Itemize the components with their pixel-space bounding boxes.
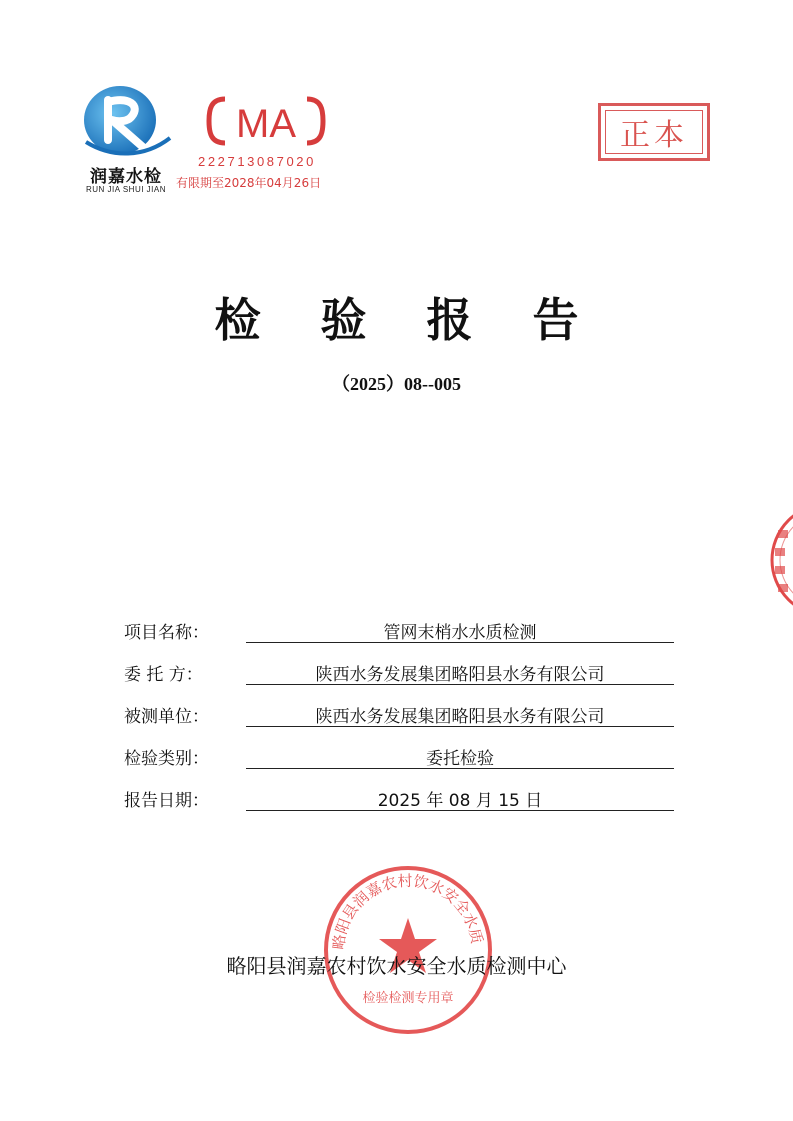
cma-mark-text: MA bbox=[236, 102, 296, 146]
company-logo bbox=[72, 78, 180, 198]
cma-cert-number: 222713087020 bbox=[198, 154, 316, 169]
logo-name-cn: 润嘉水检 bbox=[90, 167, 162, 187]
info-value: 2025 年 08 月 15 日 bbox=[246, 786, 674, 811]
logo-name-en: RUN JIA SHUI JIAN bbox=[85, 185, 167, 194]
edge-seal-partial bbox=[760, 500, 793, 624]
info-value: 陕西水务发展集团略阳县水务有限公司 bbox=[246, 702, 674, 727]
info-row-report-date bbox=[124, 782, 674, 812]
info-label: 项目名称： bbox=[124, 623, 209, 643]
info-label: 报告日期： bbox=[124, 791, 209, 811]
seal-bottom-text: 检验检测专用章 bbox=[362, 991, 454, 1006]
report-title: 检 验 报 告 bbox=[214, 293, 601, 347]
info-label: 检验类别： bbox=[124, 749, 209, 769]
info-value: 陕西水务发展集团略阳县水务有限公司 bbox=[246, 660, 674, 685]
seal-ring-text: 略阳县润嘉农村饮水安全水质 bbox=[329, 871, 486, 951]
info-row-client bbox=[124, 656, 674, 686]
info-value: 委托检验 bbox=[246, 744, 674, 769]
cma-icon bbox=[205, 95, 327, 147]
report-number: （2025）08--005 bbox=[332, 374, 461, 394]
info-label: 委 托 方： bbox=[124, 665, 203, 685]
original-copy-stamp bbox=[598, 103, 710, 161]
cma-validity: 有限期至2028年04月26日 bbox=[176, 176, 322, 190]
info-value: 管网末梢水水质检测 bbox=[246, 618, 674, 643]
info-row-project bbox=[124, 614, 674, 644]
company-logo-icon bbox=[78, 78, 174, 162]
cma-mark bbox=[205, 95, 327, 151]
info-label: 被测单位： bbox=[124, 707, 209, 727]
info-row-inspection-type bbox=[124, 740, 674, 770]
seal-fragment-icon bbox=[760, 500, 793, 620]
info-row-tested-unit bbox=[124, 698, 674, 728]
organization-name: 略阳县润嘉农村饮水安全水质检测中心 bbox=[226, 954, 567, 978]
original-copy-label: 正本 bbox=[605, 110, 703, 154]
